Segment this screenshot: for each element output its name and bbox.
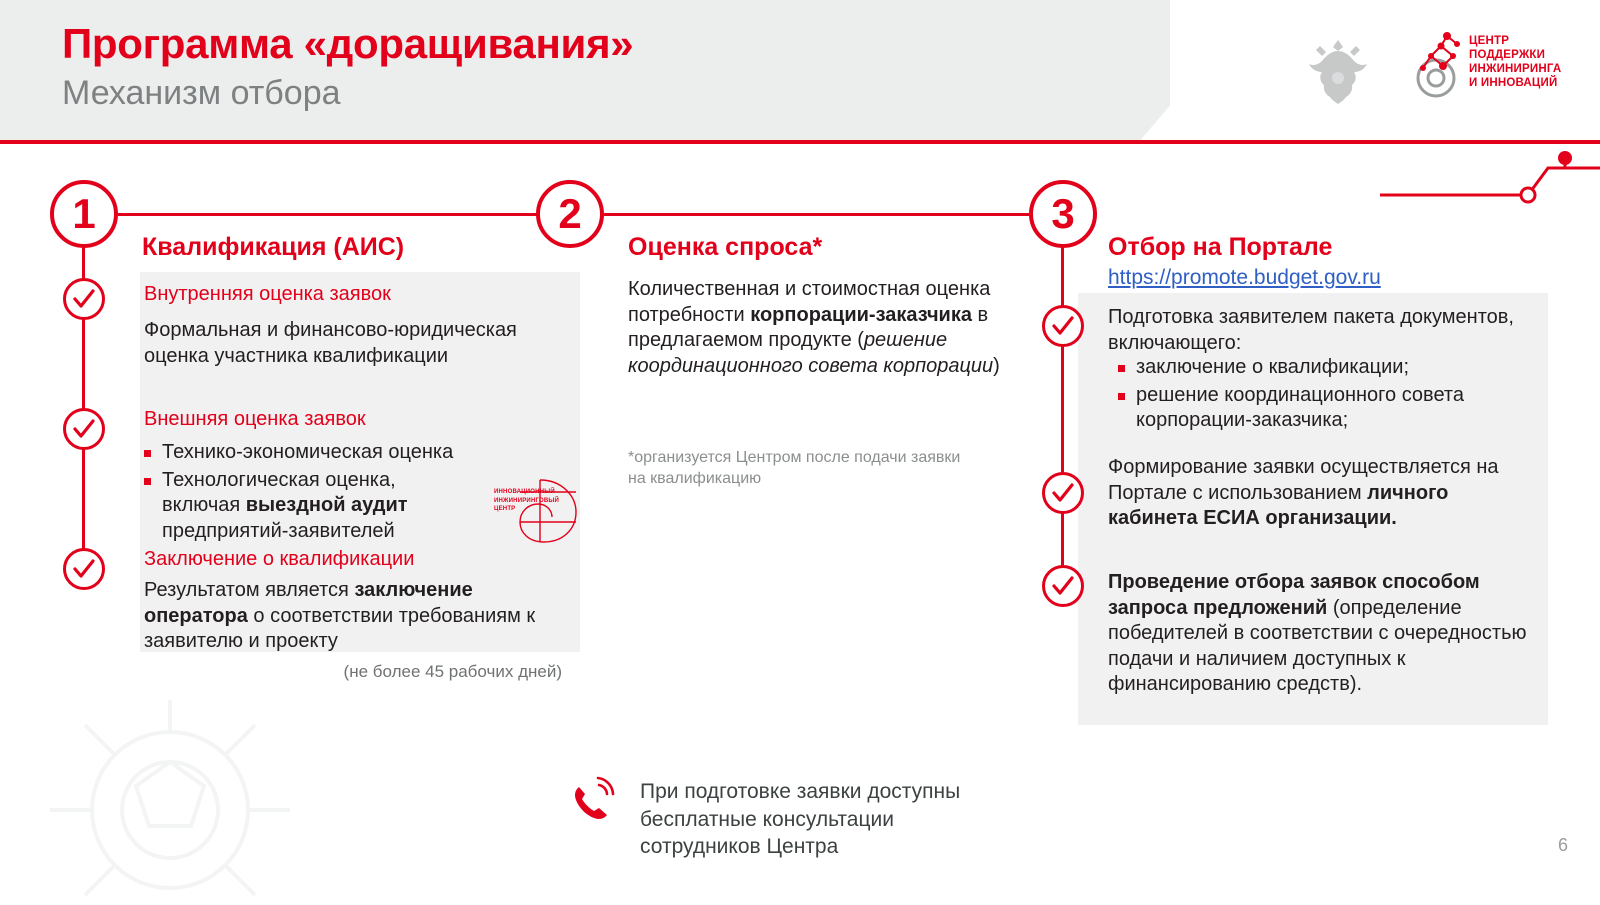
ringing-phone-icon [565, 775, 617, 827]
step-3-check-icon-2 [1042, 472, 1084, 514]
inner-logo-line-2: ИНЖИНИРИНГОВЫЙ [494, 497, 559, 504]
step-1-block-3-text: Результатом является заключение оператора о соответствии требованиям к заявителю и проекту [144, 579, 536, 653]
inner-logo-line-3: ЦЕНТР [494, 506, 516, 513]
step-3-para3-bold: Проведение отбора заявок способом запроса предложений [1108, 571, 1480, 619]
consultation-note [640, 778, 960, 861]
logo-line-1: ЦЕНТР [1469, 35, 1510, 47]
step-2-text-italic: решение координационного совета корпорации [628, 329, 994, 377]
step-1-check-icon-2 [63, 408, 105, 450]
logo-line-2: ПОДДЕРЖКИ [1469, 49, 1546, 62]
step-1-block-2-bullets [144, 440, 534, 546]
innovation-engineering-center-logo-icon [490, 470, 582, 548]
step-2-text-bold: корпорации-заказчика [750, 303, 972, 326]
step-1-check-icon-1 [63, 278, 105, 320]
step-3-paragraph-3 [1108, 570, 1548, 698]
step-1-block-3-heading: Заключение о квалификации [144, 548, 415, 570]
step-1-check-icon-3 [63, 548, 105, 590]
connector-2-3 [604, 213, 1029, 216]
step-3-para2-text: Формирование заявки осуществляется на Портале с использованием [1108, 456, 1499, 504]
step-2-footnote: *организуется Центром после подачи заявки на квалификацию [628, 449, 961, 487]
list-item: решение координационного совета корпорации-заказчика; [1118, 383, 1538, 434]
step-2-text-part-3: ) [993, 354, 1000, 377]
decorative-node-line [1380, 150, 1600, 220]
connector-1-2 [118, 213, 552, 216]
step-3-check-icon-1 [1042, 305, 1084, 347]
logo-line-4: И ИННОВАЦИЙ [1469, 77, 1558, 90]
consult-line-1: При подготовке заявки доступны [640, 780, 961, 803]
step-1-footnote: (не более 45 рабочих дней) [343, 662, 562, 681]
gear-network-logo-icon [1405, 28, 1467, 108]
step-1-block-1-heading: Внутренняя оценка заявок [144, 283, 391, 305]
portal-link[interactable]: https://promote.budget.gov.ru [1108, 266, 1381, 289]
list-item: Технико-экономическая оценка [144, 440, 534, 466]
step-3-para2-bold: личного кабинета ЕСИА организации. [1108, 481, 1449, 530]
consult-line-3: сотрудников Центра [640, 835, 839, 859]
step-3-title: Отбор на Портале [1108, 233, 1333, 261]
step-3-check-icon-3 [1042, 565, 1084, 607]
page-number: 6 [1557, 835, 1568, 855]
list-item: заключение о квалификации; [1118, 355, 1538, 381]
step-1-title: Квалификация (АИС) [142, 233, 405, 261]
step-2-paragraph [628, 277, 1000, 379]
step-3-rail [1061, 230, 1064, 600]
consult-line-2: бесплатные консультации [640, 807, 894, 831]
step-2-text-part-1: Количественная и стоимостная оценка потребности [628, 278, 991, 326]
step-3-paragraph-2 [1108, 455, 1538, 532]
step-3-number: 3 [1029, 180, 1097, 248]
center-logo [1405, 28, 1575, 116]
logo-text [1469, 34, 1561, 90]
step-3-para3-rest: (определение победителей в соответствии с очередностью подачи и наличием доступных к финансированию средств). [1108, 596, 1527, 696]
inner-logo-line-1: ИННОВАЦИОННЫЙ [494, 489, 555, 495]
header-divider [0, 140, 1600, 144]
slide-header [0, 0, 1600, 140]
list-item: Технологическая оценка, включая выездной аудит предприятий-заявителей [144, 468, 534, 545]
background-gear-decoration [40, 700, 300, 900]
step-1-block-1-text: Формальная и финансово-юридическая оценка участника квалификации [144, 319, 517, 367]
step-3-bullets [1118, 355, 1538, 436]
step-2-number: 2 [536, 180, 604, 248]
page-subtitle: Механизм отбора [62, 74, 341, 112]
page-title: Программа «доращивания» [62, 20, 634, 67]
step-1-block-2-heading: Внешняя оценка заявок [144, 408, 366, 430]
inner-logo-text [494, 488, 559, 514]
step-2-text-part-2: в предлагаемом продукте ( [628, 303, 989, 352]
double-headed-eagle-emblem-icon [1300, 34, 1376, 110]
step-2-title: Оценка спроса* [628, 233, 823, 261]
step-1-number: 1 [50, 180, 118, 248]
logo-line-3: ИНЖИНИРИНГА [1469, 63, 1562, 76]
step-3-intro: Подготовка заявителем пакета документов, включающего: [1108, 306, 1514, 354]
